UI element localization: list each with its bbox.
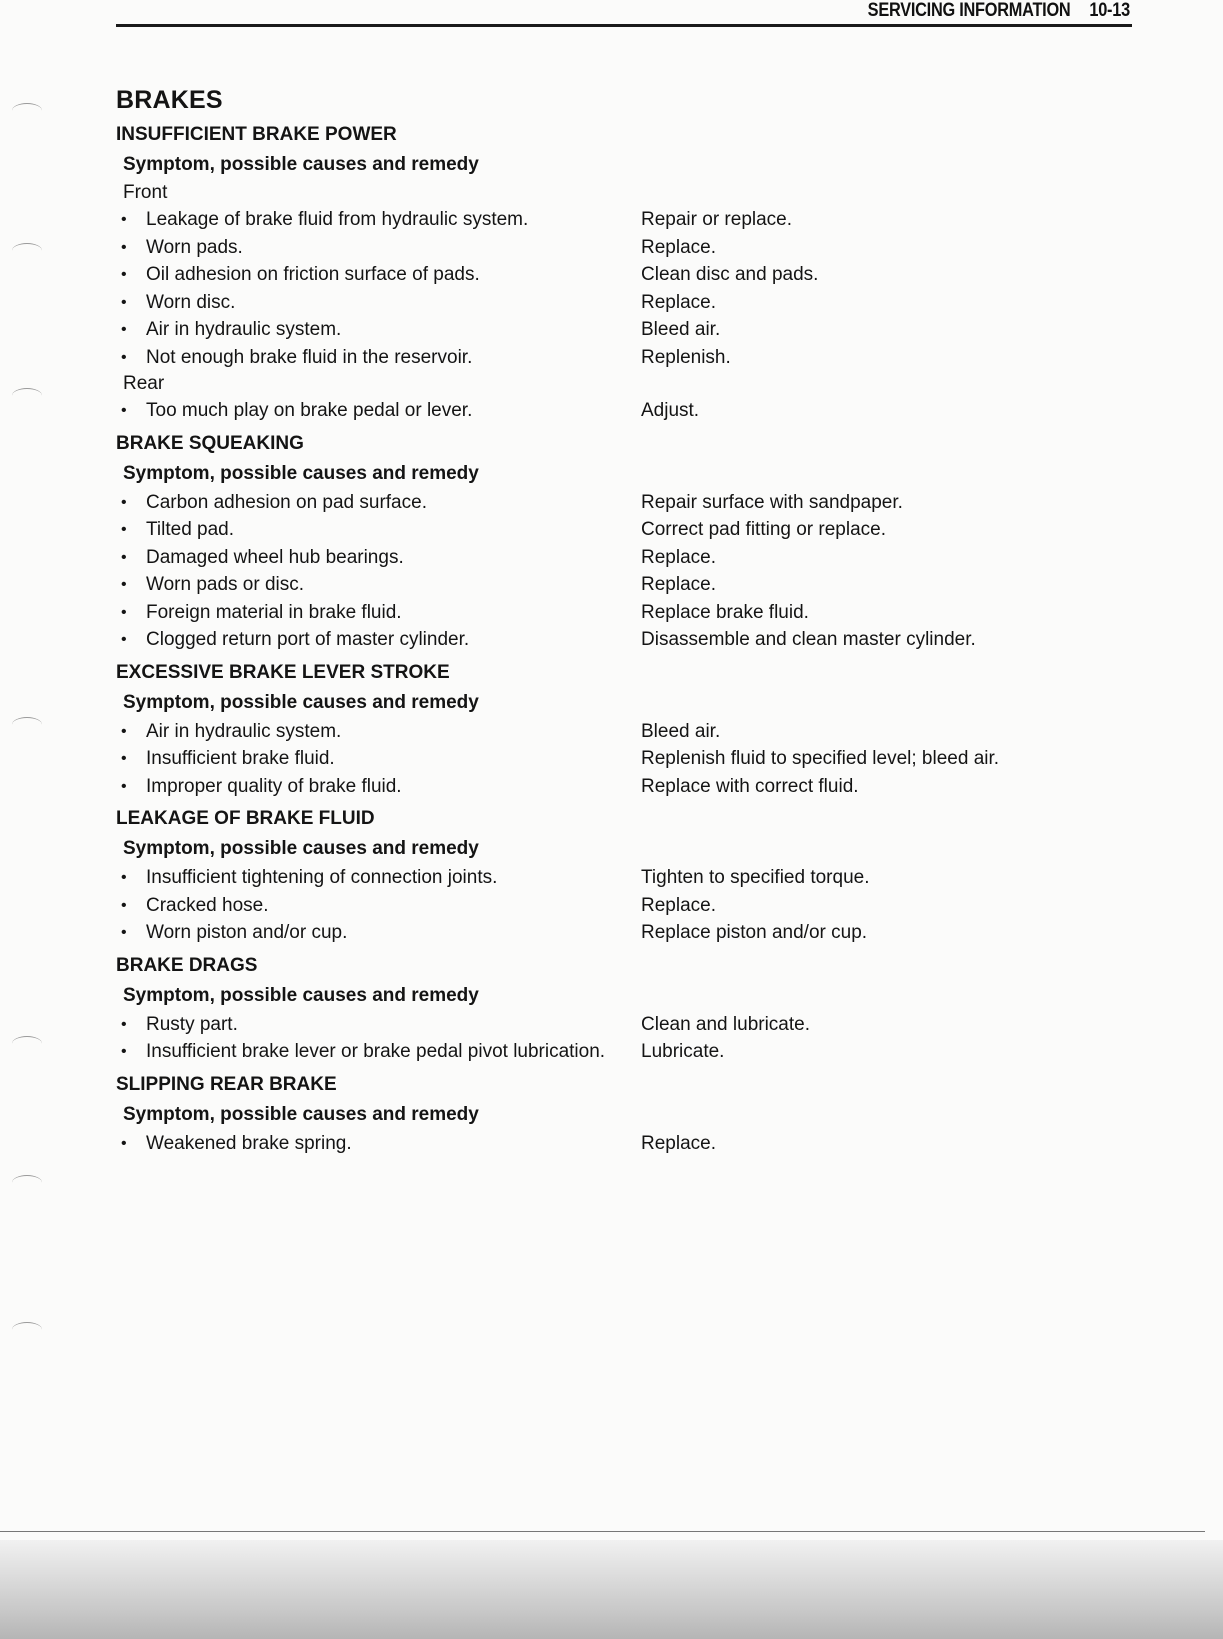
remedy-text: Replace. <box>641 291 716 313</box>
trouble-title: EXCESSIVE BRAKE LEVER STROKE <box>116 661 450 683</box>
cause-text <box>121 234 676 262</box>
bullet-icon: • <box>121 266 127 283</box>
remedy-text: Bleed air. <box>641 720 721 742</box>
trouble-title: SLIPPING REAR BRAKE <box>116 1073 337 1095</box>
bullet-icon: • <box>121 548 127 566</box>
bullet-icon: • <box>121 603 127 621</box>
cause-label: Insufficient brake fluid. <box>146 748 335 769</box>
trouble-title: LEAKAGE OF BRAKE FLUID <box>116 808 375 829</box>
cause-label: Insufficient brake lever or brake pedal pivot lubrication. <box>146 1041 606 1062</box>
cause-label: Too much play on brake pedal or lever. <box>146 400 473 421</box>
cause-remedy-row <box>116 773 1132 801</box>
cause-text <box>121 571 676 599</box>
cause-label: Worn disc. <box>146 291 236 313</box>
remedy-text: Adjust. <box>641 400 700 421</box>
bullet-icon: • <box>121 238 127 256</box>
bullet-icon: • <box>121 493 127 511</box>
section-gap <box>116 1157 1132 1161</box>
cause-remedy-row <box>116 599 1132 627</box>
cause-remedy-row <box>116 745 1132 773</box>
bottom-rule <box>0 1531 1205 1532</box>
trouble-section <box>116 658 1132 805</box>
cause-text <box>121 289 676 317</box>
cause-label: Tilted pad. <box>146 519 235 540</box>
cause-label: Improper quality of brake fluid. <box>146 775 402 797</box>
trouble-section <box>116 1070 1132 1162</box>
cause-text <box>121 892 676 920</box>
cause-remedy-row <box>116 919 1132 947</box>
remedy-text: Replace. <box>641 894 716 916</box>
remedy-text: Disassemble and clean master cylinder. <box>641 629 976 650</box>
symptom-heading: Symptom, possible causes and remedy <box>123 691 479 713</box>
symptom-heading: Symptom, possible causes and remedy <box>123 462 479 484</box>
binder-mark <box>12 1322 42 1337</box>
cause-remedy-row <box>116 206 1132 234</box>
remedy-text: Tighten to specified torque. <box>641 867 870 888</box>
cause-label: Air in hydraulic system. <box>146 319 342 340</box>
trouble-title: INSUFFICIENT BRAKE POWER <box>116 124 397 145</box>
trouble-section <box>116 951 1132 1070</box>
cause-label: Foreign material in brake fluid. <box>146 601 402 623</box>
cause-label: Air in hydraulic system. <box>146 720 342 742</box>
bullet-icon: • <box>121 869 127 886</box>
cause-remedy-row <box>116 261 1132 289</box>
group-label: Front <box>123 182 168 203</box>
cause-label: Leakage of brake fluid from hydraulic system. <box>146 209 529 230</box>
cause-remedy-row <box>116 344 1132 372</box>
binder-mark <box>12 1036 42 1051</box>
cause-remedy-row <box>116 1038 1132 1066</box>
remedy-text: Replace with correct fluid. <box>641 775 859 797</box>
cause-text <box>121 206 676 234</box>
page-number: 10-13 <box>1089 0 1130 21</box>
symptom-heading: Symptom, possible causes and remedy <box>123 984 479 1006</box>
cause-label: Worn piston and/or cup. <box>146 922 348 943</box>
remedy-text: Repair or replace. <box>641 209 793 230</box>
cause-remedy-row <box>116 1130 1132 1158</box>
bullet-icon: • <box>121 402 127 419</box>
remedy-text: Replace. <box>641 1132 716 1154</box>
binder-mark <box>12 1175 42 1190</box>
trouble-section <box>116 804 1132 951</box>
bullet-icon: • <box>121 722 127 740</box>
cause-label: Cracked hose. <box>146 894 269 916</box>
header-rule <box>116 24 1132 27</box>
cause-label: Weakened brake spring. <box>146 1132 352 1154</box>
remedy-text: Bleed air. <box>641 319 721 340</box>
cause-remedy-row <box>116 864 1132 892</box>
trouble-title: BRAKE DRAGS <box>116 954 258 976</box>
binder-mark <box>12 243 42 258</box>
cause-label: Worn pads or disc. <box>146 574 305 595</box>
header-title: SERVICING INFORMATION <box>867 0 1071 21</box>
bullet-icon: • <box>121 348 127 366</box>
cause-remedy-row <box>116 516 1132 544</box>
remedy-text: Clean and lubricate. <box>641 1013 810 1035</box>
remedy-text: Replenish. <box>641 346 731 368</box>
troubleshooting-sections <box>116 120 1132 1161</box>
bullet-icon: • <box>121 1134 127 1152</box>
remedy-text: Replace brake fluid. <box>641 601 809 623</box>
cause-text <box>121 261 676 289</box>
cause-remedy-row <box>116 289 1132 317</box>
cause-text <box>121 489 676 517</box>
remedy-text: Repair surface with sandpaper. <box>641 491 903 513</box>
binder-mark <box>12 717 42 732</box>
cause-text <box>121 316 676 344</box>
binder-mark <box>12 103 42 118</box>
trouble-section <box>116 429 1132 658</box>
cause-label: Not enough brake fluid in the reservoir. <box>146 346 473 368</box>
cause-remedy-row <box>116 234 1132 262</box>
cause-label: Damaged wheel hub bearings. <box>146 546 404 568</box>
cause-remedy-row <box>116 316 1132 344</box>
page-header <box>868 0 1130 22</box>
cause-text <box>121 626 676 654</box>
section-title: BRAKES <box>116 86 223 114</box>
cause-remedy-row <box>116 718 1132 746</box>
remedy-text: Correct pad fitting or replace. <box>641 519 887 540</box>
bullet-icon: • <box>121 211 127 228</box>
bullet-icon: • <box>121 750 127 767</box>
brakes-content <box>116 86 1132 1161</box>
symptom-heading: Symptom, possible causes and remedy <box>123 838 479 859</box>
cause-remedy-row <box>116 489 1132 517</box>
bullet-icon: • <box>121 1015 127 1033</box>
cause-text <box>121 864 676 892</box>
trouble-title: BRAKE SQUEAKING <box>116 432 304 454</box>
cause-text <box>121 773 676 801</box>
cause-remedy-row <box>116 892 1132 920</box>
symptom-heading: Symptom, possible causes and remedy <box>123 1103 479 1125</box>
symptom-heading: Symptom, possible causes and remedy <box>123 154 479 175</box>
cause-remedy-row <box>116 571 1132 599</box>
remedy-text: Replenish fluid to specified level; bleed air. <box>641 748 1000 769</box>
trouble-section <box>116 120 1132 429</box>
cause-text <box>121 544 676 572</box>
cause-text <box>121 516 676 544</box>
cause-remedy-row <box>116 397 1132 425</box>
cause-label: Rusty part. <box>146 1013 238 1035</box>
bullet-icon: • <box>121 777 127 795</box>
cause-remedy-row <box>116 544 1132 572</box>
cause-label: Insufficient tightening of connection joints. <box>146 867 498 888</box>
remedy-text: Replace. <box>641 236 716 258</box>
cause-text <box>121 919 676 947</box>
bullet-icon: • <box>121 321 127 338</box>
bullet-icon: • <box>121 576 127 593</box>
group-label: Rear <box>123 373 165 394</box>
scan-shadow <box>0 1540 1223 1639</box>
cause-label: Clogged return port of master cylinder. <box>146 629 470 650</box>
cause-label: Oil adhesion on friction surface of pads. <box>146 264 480 285</box>
cause-text <box>121 1011 676 1039</box>
cause-remedy-row <box>116 626 1132 654</box>
cause-text <box>121 599 676 627</box>
cause-label: Worn pads. <box>146 236 243 258</box>
bullet-icon: • <box>121 631 127 648</box>
remedy-text: Replace. <box>641 546 716 568</box>
cause-text <box>121 1038 676 1066</box>
binder-mark <box>12 388 42 403</box>
bullet-icon: • <box>121 896 127 914</box>
cause-text <box>121 745 676 773</box>
bullet-icon: • <box>121 1043 127 1060</box>
remedy-text: Replace. <box>641 574 716 595</box>
remedy-text: Clean disc and pads. <box>641 264 819 285</box>
bullet-icon: • <box>121 924 127 941</box>
cause-remedy-row <box>116 1011 1132 1039</box>
bullet-icon: • <box>121 521 127 538</box>
remedy-text: Replace piston and/or cup. <box>641 922 868 943</box>
cause-text <box>121 397 676 425</box>
cause-text <box>121 344 676 372</box>
cause-text <box>121 1130 676 1158</box>
remedy-text: Lubricate. <box>641 1041 725 1062</box>
bullet-icon: • <box>121 293 127 311</box>
cause-label: Carbon adhesion on pad surface. <box>146 491 427 513</box>
cause-text <box>121 718 676 746</box>
